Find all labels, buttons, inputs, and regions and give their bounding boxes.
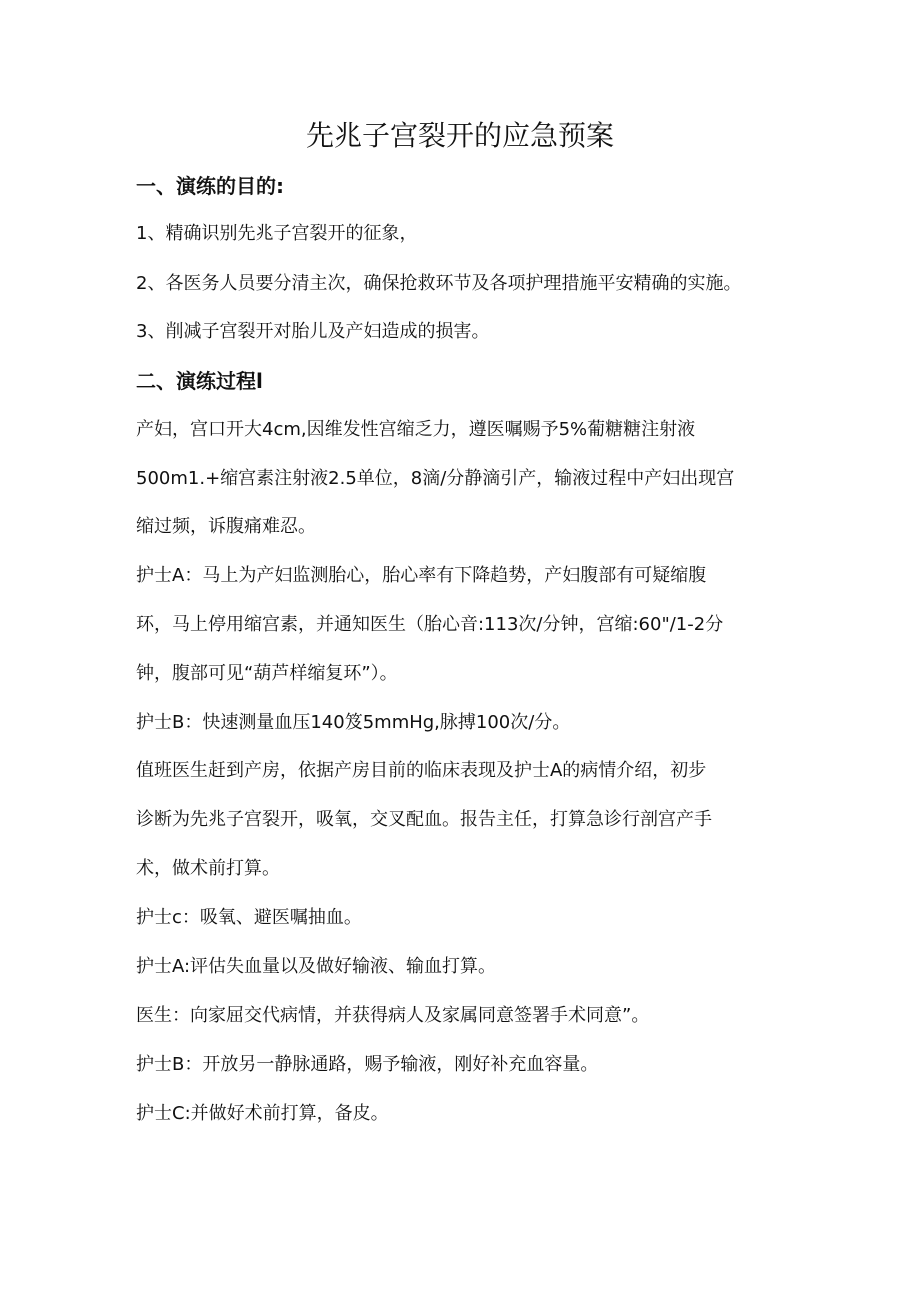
process-line: 500m1.+缩宫素注射液2.5单位，8滴/分静滴引产，输液过程中产妇出现宫 bbox=[136, 468, 735, 489]
process-line: 缩过频，诉腹痛难忍。 bbox=[136, 516, 316, 537]
process-line: 护士B：开放另一静脉通路，赐予输液，刚好补充血容量。 bbox=[136, 1054, 599, 1075]
process-line: 护士c：吸氧、避医嘱抽血。 bbox=[136, 907, 362, 928]
purpose-item-1: 1、精确识别先兆子宫裂开的征象， bbox=[136, 223, 418, 244]
section-heading-purpose: 一、演练的目的: bbox=[136, 174, 284, 198]
section-heading-process: 二、演练过程l bbox=[136, 369, 263, 393]
process-line: 护士B：快速测量血压140笈5mmHg,脉搏100次/分。 bbox=[136, 712, 571, 733]
process-line: 环，马上停用缩宫素，并通知医生（胎心音:113次/分钟，宫缩:60"/1-2分 bbox=[136, 614, 724, 635]
process-line: 护士A：马上为产妇监测胎心，胎心率有下降趋势，产妇腹部有可疑缩腹 bbox=[136, 565, 707, 586]
process-line: 术，做术前打算。 bbox=[136, 858, 280, 879]
purpose-item-3: 3、削减子宫裂开对胎儿及产妇造成的损害。 bbox=[136, 321, 490, 342]
process-line: 钟，腹部可见“葫芦样缩复环”）。 bbox=[136, 663, 398, 684]
process-line: 护士C:并做好术前打算，备皮。 bbox=[136, 1103, 389, 1124]
process-line: 护士A:评估失血量以及做好输液、输血打算。 bbox=[136, 956, 497, 977]
purpose-item-2: 2、各医务人员要分清主次，确保抢救环节及各项护理措施平安精确的实施。 bbox=[136, 273, 742, 294]
process-line: 值班医生赶到产房，依据产房目前的临床表现及护士A的病情介绍，初步 bbox=[136, 760, 707, 781]
process-line: 医生：向家屈交代病情，并获得病人及家属同意签署手术同意”。 bbox=[136, 1005, 650, 1026]
process-line: 诊断为先兆子宫裂开，吸氧，交叉配血。报告主任，打算急诊行剖宫产手 bbox=[136, 809, 712, 830]
document-title: 先兆子宫裂开的应急预案 bbox=[305, 119, 614, 152]
process-line: 产妇，宫口开大4cm,因维发性宫缩乏力，遵医嘱赐予5%葡糖糖注射液 bbox=[136, 419, 696, 440]
